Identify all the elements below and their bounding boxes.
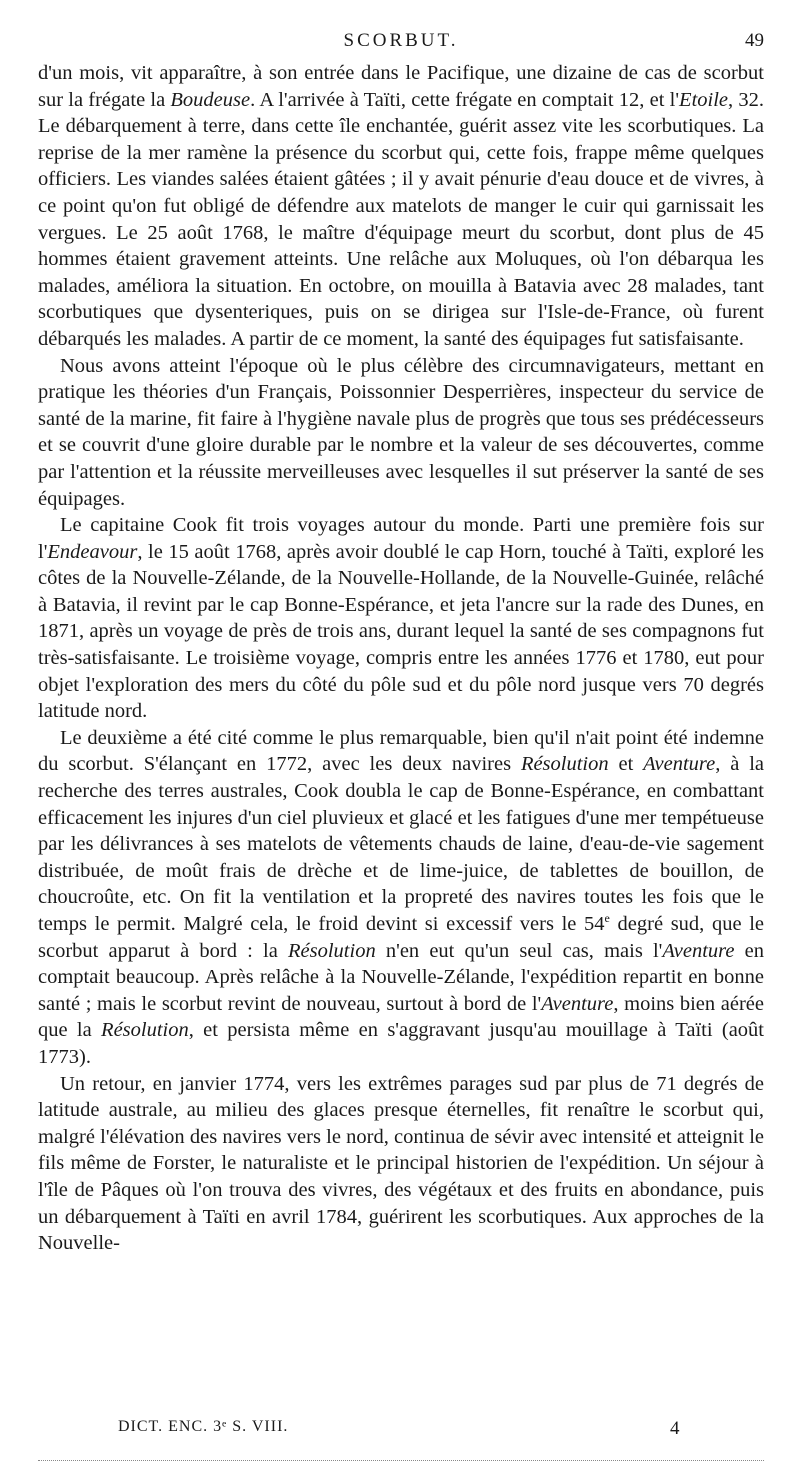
signature-number: 4 <box>670 1418 680 1439</box>
text-segment: , moins bien aérée que la <box>38 992 765 1042</box>
text-segment: , 32. Le débarquement à terre, dans cette île enchantée, guérit assez vite les scorbutiques. La reprise de la mer ramène la présence du scorbut qui, cette fois, frappe même quelques officiers. Les viandes salées étaient gâtées ; il y avait pénurie d'eau douce et de vivres, à ce point qu'on fut obligé de défendre aux matelots de manger le cuir qui garnissait les vergues. Le 25 août 1768, le maître d'équipage meurt du scorbut, dont plus de 45 hommes étaient gravement atteints. Une relâche aux Moluques, où l'on débarqua les malades, améliora la situation. En octobre, on mouilla à Batavia avec 28 malades, tant scorbutiques que dysenteriques, puis on se dirigea sur l'Isle-de-France, où furent débarqués les malades. A partir de ce moment, la santé des équipages fut satisfaisante. <box>38 88 764 350</box>
italic-text: Aventure <box>541 992 614 1015</box>
italic-text: Etoile <box>679 88 729 111</box>
italic-text: Résolution <box>520 753 609 776</box>
body-text <box>38 60 764 1257</box>
printer-signature: DICT. ENC. 3ᵉ S. VIII. <box>118 1418 289 1435</box>
text-segment: , et persista même en s'aggravant jusqu'au mouillage à Taïti (août 1773). <box>38 1019 764 1068</box>
italic-text: Résolution <box>288 939 376 962</box>
running-title: SCORBUT. <box>343 30 459 51</box>
text-segment: Un retour, en janvier 1774, vers les extrêmes parages sud par plus de 71 degrés de latitude australe, au milieu des glaces presque éternelles, fit renaître le scorbut qui, malgré l'élévation des navires vers le nord, continua de sévir avec intensité et atteignit le fils même de Forster, le naturaliste et le principal historien de l'expédition. Un séjour à l'île de Pâques où l'on trouva des vivres, des végétaux et des fruits en abondance, puis un débarquement à Taïti en avril 1784, guérirent les scorbutiques. Aux approches de la Nouvelle- <box>38 1072 764 1255</box>
italic-text: Endeavour <box>47 540 138 563</box>
book-page <box>38 0 764 1477</box>
text-segment: , à la recherche des terres australes, Cook doubla le cap de Bonne-Espérance, en combattant efficacement les injures d'un ciel pluvieux et glacé et les fatigues d'une mer tempétueuse par les délivrances à ses matelots de vêtements chauds de laine, d'eau-de-vie sagement distribuée, de moût frais de drèche et de lime-juice, de tablettes de bouillon, de choucroûte, etc. On fit la ventilation et la propreté des navires toutes les fois que le temps le permit. Malgré cela, le froid devint si excessif vers le 54 <box>38 753 764 935</box>
footer <box>38 1418 764 1442</box>
text-segment: d'un mois, vit apparaître, à son entrée dans le Pacifique, une dizaine de cas de scorbut sur la frégate la <box>38 62 764 111</box>
running-head <box>38 30 764 56</box>
page-number: 49 <box>745 30 764 51</box>
text-segment: degré sud, que le scorbut apparut à bord : la <box>38 913 764 962</box>
italic-text: Aventure <box>643 753 716 776</box>
text-segment: , le 15 août 1768, après avoir doublé le cap Horn, touché à Taïti, exploré les côtes de la Nouvelle-Zélande, de la Nouvelle-Hollande, de la Nouvelle-Guinée, relâché à Batavia, il revint par le cap Bonne-Espérance, et jeta l'ancre sur la rade des Dunes, en 1871, après un voyage de près de trois ans, durant lequel la santé de ses compagnons fut très-satisfaisante. Le troisième voyage, compris entre les années 1776 et 1780, eut pour objet l'exploration des mers du côté du pôle sud et du pôle nord jusque vers 70 degrés latitude nord. <box>38 540 764 723</box>
paragraph <box>38 725 764 1071</box>
text-segment: en comptait beaucoup. Après relâche à la Nouvelle-Zélande, l'expédition repartit en bonne santé ; mais le scorbut revint de nouveau, surtout à bord de l' <box>38 939 764 1015</box>
text-segment: Le capitaine Cook fit trois voyages autour du monde. Parti une première fois sur l' <box>38 514 764 563</box>
italic-text: Résolution <box>101 1019 189 1042</box>
paragraph <box>38 60 764 353</box>
italic-text: Aventure <box>662 939 735 962</box>
paragraph <box>38 512 764 725</box>
text-segment: Le deuxième a été cité comme le plus remarquable, bien qu'il n'ait point été indemne du scorbut. S'élançant en 1772, avec les deux navires <box>38 726 764 776</box>
superscript: e <box>604 911 610 926</box>
text-segment: Nous avons atteint l'époque où le plus célèbre des circumnavigateurs, mettant en pratique les théories d'un Français, Poissonnier Desperrières, inspecteur du service de santé de la marine, fit faire à l'hygiène navale plus de progrès que tous ses prédécesseurs et se couvrit d'une gloire durable par le nombre et la valeur de ses découvertes, comme par l'attention et la réussite merveilleuses avec lesquelles il sut préserver la santé de ses équipages. <box>38 354 764 510</box>
text-segment: . A l'arrivée à Taïti, cette frégate en comptait 12, et l' <box>250 88 680 111</box>
paragraph <box>38 1071 764 1257</box>
text-segment: et <box>608 753 644 776</box>
bottom-dotted-rule <box>38 1460 764 1461</box>
italic-text: Boudeuse <box>170 88 251 111</box>
paragraph <box>38 353 764 513</box>
text-segment: n'en eut qu'un seul cas, mais l' <box>375 939 663 962</box>
